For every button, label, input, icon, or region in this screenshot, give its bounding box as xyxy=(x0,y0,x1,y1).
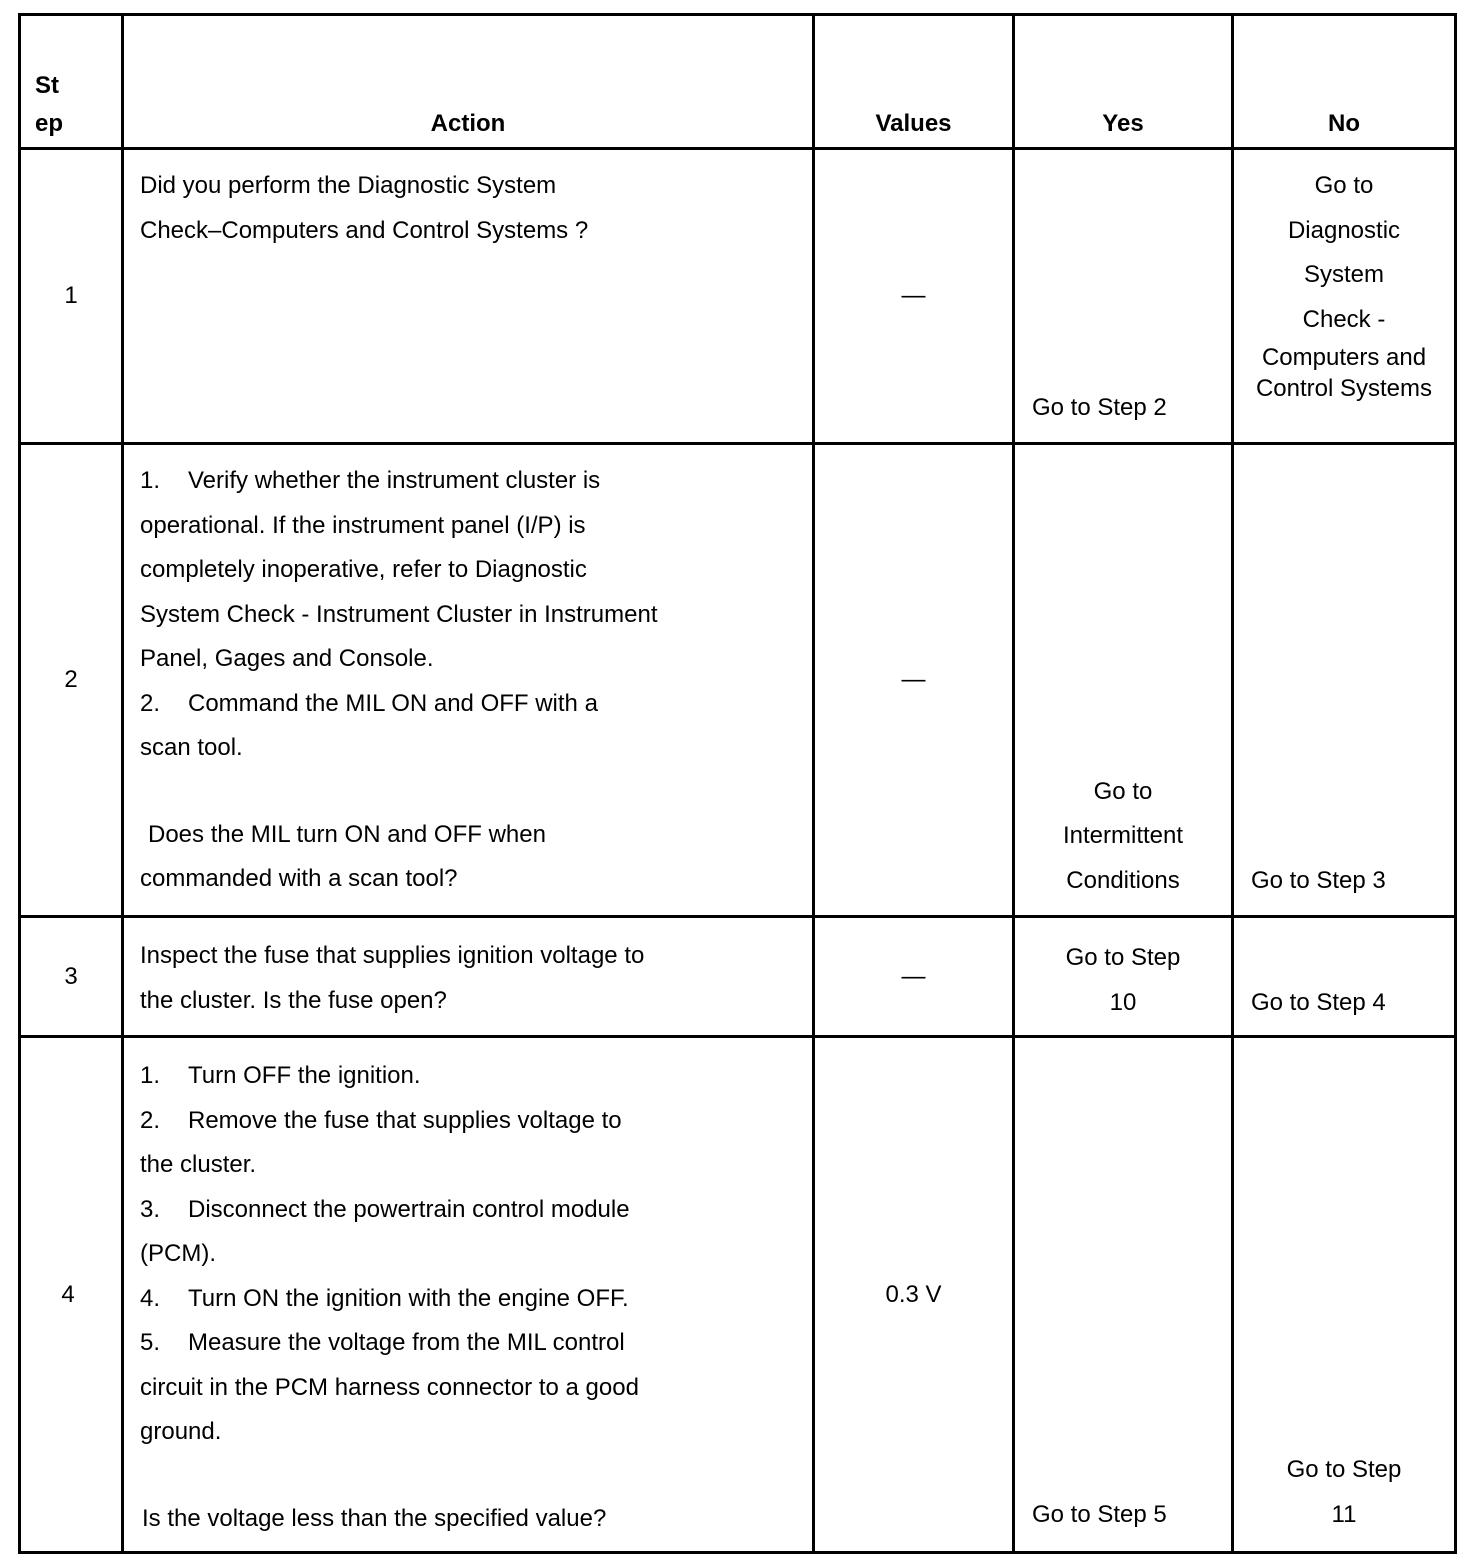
step-number: 3 xyxy=(64,962,78,990)
action-item-number: 1. xyxy=(140,467,161,494)
yes-line: Intermittent xyxy=(1062,822,1184,849)
action-item-number: 2. xyxy=(140,1106,161,1134)
value-text: — xyxy=(901,962,926,990)
yes-cell xyxy=(1014,1037,1233,1553)
action-line: Inspect the fuse that supplies ignition voltage to xyxy=(140,942,645,969)
action-line: operational. If the instrument panel (I/P) is xyxy=(140,511,586,539)
action-item-text: Disconnect the powertrain control module xyxy=(188,1195,630,1223)
header-values-label: Values xyxy=(875,110,952,137)
action-item-text: Remove the fuse that supplies voltage to xyxy=(188,1106,622,1134)
action-item-text: Command the MIL ON and OFF with a xyxy=(188,689,598,717)
no-line: Diagnostic xyxy=(1287,216,1401,244)
step-cell xyxy=(20,917,123,1037)
values-cell xyxy=(814,149,1014,444)
action-line: Is the voltage less than the specified value? xyxy=(142,1504,607,1532)
action-line: Does the MIL turn ON and OFF when xyxy=(148,820,546,848)
header-action-label: Action xyxy=(430,110,506,137)
value-text: 0.3 V xyxy=(885,1280,942,1308)
action-cell xyxy=(123,149,814,444)
no-link[interactable] xyxy=(1234,164,1454,404)
value-text: — xyxy=(901,282,926,309)
action-cell xyxy=(123,444,814,917)
action-line: ground. xyxy=(140,1418,222,1445)
no-cell xyxy=(1233,444,1456,917)
no-line: 11 xyxy=(1331,1500,1357,1528)
yes-line: 10 xyxy=(1109,988,1137,1016)
action-line xyxy=(140,1188,772,1233)
action-line: System Check - Instrument Cluster in Instrument xyxy=(140,600,658,628)
action-item-number: 1. xyxy=(140,1062,161,1089)
values-cell xyxy=(814,444,1014,917)
no-link[interactable]: Go to Step 3 xyxy=(1251,866,1386,894)
no-line: Check - xyxy=(1302,305,1386,333)
action-item-number: 5. xyxy=(140,1329,161,1356)
header-action xyxy=(123,15,814,149)
table-row xyxy=(20,149,1456,444)
action-item-number: 3. xyxy=(140,1195,161,1223)
header-row xyxy=(20,15,1456,149)
no-link[interactable]: Go to Step 4 xyxy=(1251,988,1386,1016)
table-row xyxy=(20,917,1456,1037)
action-line xyxy=(140,459,772,504)
no-line: Computers and xyxy=(1261,344,1427,371)
action-line xyxy=(140,1099,772,1144)
action-line xyxy=(140,1054,772,1099)
value-text: — xyxy=(901,666,926,693)
yes-link[interactable]: Go to Step 2 xyxy=(1032,393,1167,421)
step-number: 4 xyxy=(61,1280,75,1308)
header-yes xyxy=(1014,15,1233,149)
action-item-text: Measure the voltage from the MIL control xyxy=(188,1329,625,1356)
header-values xyxy=(814,15,1014,149)
table-row xyxy=(20,1037,1456,1553)
yes-link[interactable] xyxy=(1015,770,1231,904)
action-item-text: Turn OFF the ignition. xyxy=(188,1062,421,1089)
action-item-number: 2. xyxy=(140,689,161,717)
action-line xyxy=(140,1277,772,1322)
no-cell xyxy=(1233,1037,1456,1553)
action-cell xyxy=(123,1037,814,1553)
yes-line: Go to Step xyxy=(1065,944,1181,971)
step-cell xyxy=(20,1037,123,1553)
action-line: completely inoperative, refer to Diagnostic xyxy=(140,556,587,583)
action-line: commanded with a scan tool? xyxy=(140,865,458,892)
action-line: Check–Computers and Control Systems ? xyxy=(140,216,589,244)
action-line: the cluster. xyxy=(140,1151,257,1178)
no-cell xyxy=(1233,917,1456,1037)
no-line: Go to Step xyxy=(1286,1456,1402,1483)
action-line: the cluster. Is the fuse open? xyxy=(140,986,447,1014)
step-cell xyxy=(20,149,123,444)
values-cell xyxy=(814,917,1014,1037)
yes-cell xyxy=(1014,444,1233,917)
step-cell xyxy=(20,444,123,917)
action-cell xyxy=(123,917,814,1037)
action-line: (PCM). xyxy=(140,1240,216,1267)
no-cell xyxy=(1233,149,1456,444)
header-step-line2: ep xyxy=(35,110,64,137)
no-line: System xyxy=(1303,261,1384,288)
action-line: circuit in the PCM harness connector to a good xyxy=(140,1373,639,1401)
header-no xyxy=(1233,15,1456,149)
yes-link[interactable]: Go to Step 5 xyxy=(1032,1500,1167,1528)
action-item-text: Turn ON the ignition with the engine OFF. xyxy=(188,1284,629,1312)
header-step xyxy=(20,15,123,149)
no-line: Control Systems xyxy=(1255,375,1433,402)
no-link[interactable] xyxy=(1234,1448,1454,1537)
header-yes-label: Yes xyxy=(1102,110,1144,137)
header-step-line1: St xyxy=(35,72,59,99)
diagnostic-table xyxy=(18,13,1457,1554)
values-cell xyxy=(814,1037,1014,1553)
no-line: Go to xyxy=(1314,172,1374,199)
step-number: 1 xyxy=(64,282,78,309)
yes-cell xyxy=(1014,917,1233,1037)
action-line xyxy=(140,1321,772,1366)
action-line xyxy=(140,1455,772,1497)
header-no-label: No xyxy=(1328,110,1360,137)
action-line: scan tool. xyxy=(140,734,243,761)
action-line: Panel, Gages and Console. xyxy=(140,645,434,672)
action-line xyxy=(140,682,772,727)
action-item-text: Verify whether the instrument cluster is xyxy=(188,467,601,494)
yes-cell xyxy=(1014,149,1233,444)
action-line xyxy=(140,771,772,813)
yes-link[interactable] xyxy=(1015,936,1231,1025)
yes-line: Conditions xyxy=(1066,866,1180,894)
action-item-number: 4. xyxy=(140,1284,161,1312)
yes-line: Go to xyxy=(1093,777,1153,805)
table-row xyxy=(20,444,1456,917)
action-line: Did you perform the Diagnostic System xyxy=(140,172,557,199)
step-number: 2 xyxy=(64,666,78,693)
